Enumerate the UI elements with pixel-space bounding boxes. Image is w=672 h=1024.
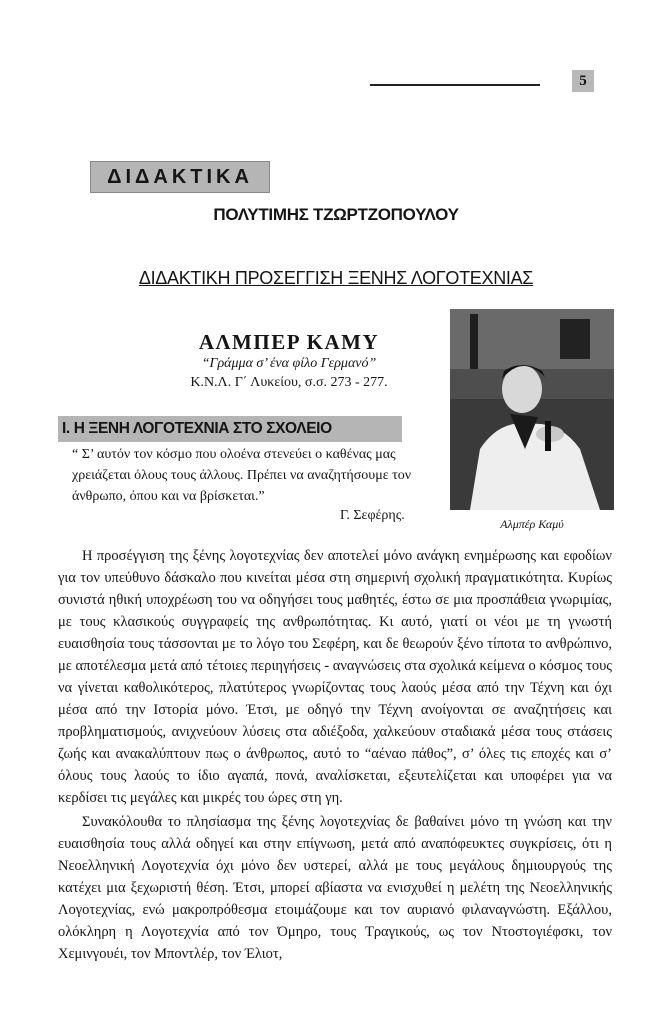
- photo-caption: Αλμπέρ Καμύ: [500, 517, 564, 531]
- body-text: [58, 545, 612, 965]
- article-title: ΔΙΔΑΚΤΙΚΗ ΠΡΟΣΕΓΓΙΣΗ ΞΕΝΗΣ ΛΟΓΟΤΕΧΝΙΑΣ: [138, 268, 534, 288]
- course-reference: Κ.Ν.Λ. Γ΄ Λυκείου, σ.σ. 273 - 277.: [190, 375, 388, 390]
- section-label: ΔΙΔΑΚΤΙΚΑ: [90, 161, 270, 193]
- header-rule: [370, 84, 540, 86]
- author-photo: [450, 309, 614, 510]
- body-paragraph-1: Η προσέγγιση της ξένης λογοτεχνίας δεν αποτελεί μόνο ανάγκη ενημέρωσης και εφοδίων για τον υπεύθυνο δάσκαλο που κινείται μέσα στη σημερινή σχολική πραγματικότητα. Κυρίως συνιστά ηθική υποχρέωση του να οδηγήσει τους μαθητές, έστω σε μια προσπάθεια γνωριμίας, με τους κλασικούς συγγραφείς της ανθρωπότητας. Κι αυτό, γιατί οι νέοι με τη γνωστή ευαισθησία τους τάσσονται με το λόγο του Σεφέρη, και δε θεωρούν ξένο τίποτα το ανθρώπινο, με αποτέλεσμα μετά από τέτοιες περιηγήσεις - αναγνώσεις στα σχολικά κείμενα ο κόσμος τους να γίνεται καθολικότερος, πλατύτερος γνωρίζοντας τους λαούς μέσα από την Τέχνη και όχι μέσα από την Ιστορία μόνο. Έτσι, με οδηγό την Τέχνη ανοίγονται σε αναζητήσεις και προβληματισμούς, ανιχνεύουν λύσεις στα αδιέξοδα, χαλκεύουν σταδιακά μέσα τους στάσεις ζωής και ανακαλύπτουν πως ο άνθρωπος, αυτό το “αέναο πάθος”, σ’ όλες τις εποχές και σ’ όλους τους λαούς το ίδιο αγαπά, πονά, αναλίσκεται, εξευτελίζεται και υποφέρει για να κερδίσει τις μεγάλες και μικρές του ώρες στη γη.: [58, 548, 612, 806]
- epigraph-attribution: Γ. Σεφέρης.: [340, 508, 405, 523]
- epigraph-quote: “ Σ’ αυτόν τον κόσμο που ολοένα στενεύει ο καθένας μας χρειάζεται όλους τους άλλους. Πρέπει να αναζητήσουμε τον άνθρωπο, όπου και να βρίσκεται.”: [72, 447, 412, 504]
- subject-name: ΑΛΜΠΕΡ ΚΑΜΥ: [198, 330, 380, 354]
- body-paragraph-2: Συνακόλουθα το πλησίασμα της ξένης λογοτεχνίας δε βαθαίνει μόνο τη γνώση και την ευαισθησία τους αλλά οδηγεί και στην επίγνωση, μετά από αναπόφευκτες συγκρίσεις, ότι η Νεοελληνική Λογοτεχνία όχι μόνο δεν υστερεί, αλλά με τους μεγάλους δημιουργούς της κατέχει μια ξεχωριστή θέση. Έτσι, μπορεί αβίαστα να ενισχυθεί η μελέτη της Νεοελληνικής Λογοτεχνίας, ενώ μακροπρόθεσμα ετοιμάζουμε και τον αυριανό φιλαναγνώστη. Εξάλλου, ολόκληρη η Λογοτεχνία από τον Όμηρο, τους Τραγικούς, ως τον Ντοστογιέφσκι, τον Χεμινγουέι, τον Μποντλέρ, τον Έλιοτ,: [58, 814, 612, 962]
- page-number: 5: [572, 70, 594, 92]
- author-photo-image: [450, 309, 614, 510]
- author-name: ΠΟΛΥΤΙΜΗΣ ΤΖΩΡΤΖΟΠΟΥΛΟΥ: [213, 205, 459, 224]
- section-heading: Ι. Η ΞΕΝΗ ΛΟΓΟΤΕΧΝΙΑ ΣΤΟ ΣΧΟΛΕΙΟ: [58, 416, 402, 442]
- work-title: “Γράμμα σ’ ένα φίλο Γερμανό”: [201, 356, 377, 371]
